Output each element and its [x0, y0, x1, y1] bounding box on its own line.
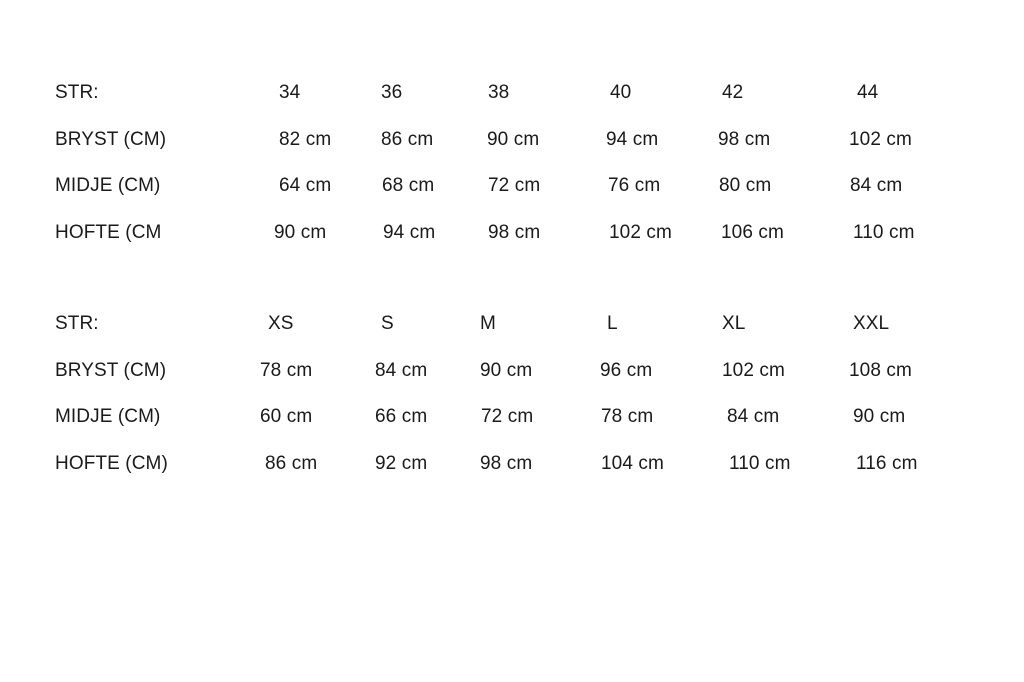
table-cell: 38	[488, 82, 510, 103]
row-label: BRYST (CM)	[55, 359, 167, 381]
table-row	[0, 218, 1024, 248]
table-cell: 84 cm	[375, 359, 428, 381]
table-cell: 72 cm	[481, 406, 534, 427]
table-cell: 66 cm	[375, 406, 428, 427]
row-label: STR:	[55, 82, 99, 103]
table-cell: 84 cm	[850, 175, 903, 196]
table-cell: 60 cm	[260, 406, 313, 427]
table-cell: S	[381, 313, 394, 334]
table-cell: 94 cm	[383, 221, 436, 243]
table-cell: 102 cm	[609, 221, 672, 243]
table-cell: XS	[268, 313, 294, 334]
table-cell: 104 cm	[601, 452, 664, 474]
table-cell: 98 cm	[718, 128, 771, 150]
table-row	[0, 125, 1024, 155]
table-row	[0, 449, 1024, 479]
table-cell: M	[480, 313, 496, 334]
table-row	[0, 309, 1024, 339]
row-label: HOFTE (CM	[55, 221, 162, 243]
table-row	[0, 402, 1024, 432]
table-cell: 90 cm	[853, 406, 906, 427]
table-row	[0, 171, 1024, 201]
table-cell: 116 cm	[856, 452, 918, 474]
table-cell: 36	[381, 82, 403, 103]
table-cell: 42	[722, 82, 744, 103]
table-cell: 72 cm	[488, 175, 541, 196]
row-label: HOFTE (CM)	[55, 452, 168, 474]
table-cell: L	[607, 313, 618, 334]
table-cell: 78 cm	[260, 359, 313, 381]
table-cell: 110 cm	[729, 452, 791, 474]
table-cell: 76 cm	[608, 175, 661, 196]
table-cell: 106 cm	[721, 221, 784, 243]
table-cell: 94 cm	[606, 128, 659, 150]
table-cell: 82 cm	[279, 128, 332, 150]
table-cell: XL	[722, 313, 746, 334]
table-cell: 98 cm	[488, 221, 541, 243]
table-cell: 86 cm	[381, 128, 434, 150]
table-cell: 34	[279, 82, 301, 103]
table-cell: XXL	[853, 313, 890, 334]
row-label: BRYST (CM)	[55, 128, 167, 150]
table-cell: 110 cm	[853, 221, 915, 243]
table-cell: 96 cm	[600, 359, 653, 381]
table-cell: 92 cm	[375, 452, 428, 474]
table-cell: 102 cm	[722, 359, 785, 381]
table-cell: 78 cm	[601, 406, 654, 427]
row-label: MIDJE (CM)	[55, 406, 161, 427]
row-label: MIDJE (CM)	[55, 175, 161, 196]
table-cell: 90 cm	[487, 128, 540, 150]
table-cell: 102 cm	[849, 128, 912, 150]
table-cell: 80 cm	[719, 175, 772, 196]
table-cell: 90 cm	[274, 221, 327, 243]
row-label: STR:	[55, 313, 99, 334]
table-cell: 44	[857, 82, 879, 103]
table-cell: 98 cm	[480, 452, 533, 474]
table-cell: 108 cm	[849, 359, 912, 381]
table-row	[0, 78, 1024, 108]
table-cell: 90 cm	[480, 359, 533, 381]
table-cell: 86 cm	[265, 452, 318, 474]
table-cell: 68 cm	[382, 175, 435, 196]
table-cell: 84 cm	[727, 406, 780, 427]
table-row	[0, 356, 1024, 386]
table-cell: 64 cm	[279, 175, 332, 196]
table-cell: 40	[610, 82, 632, 103]
